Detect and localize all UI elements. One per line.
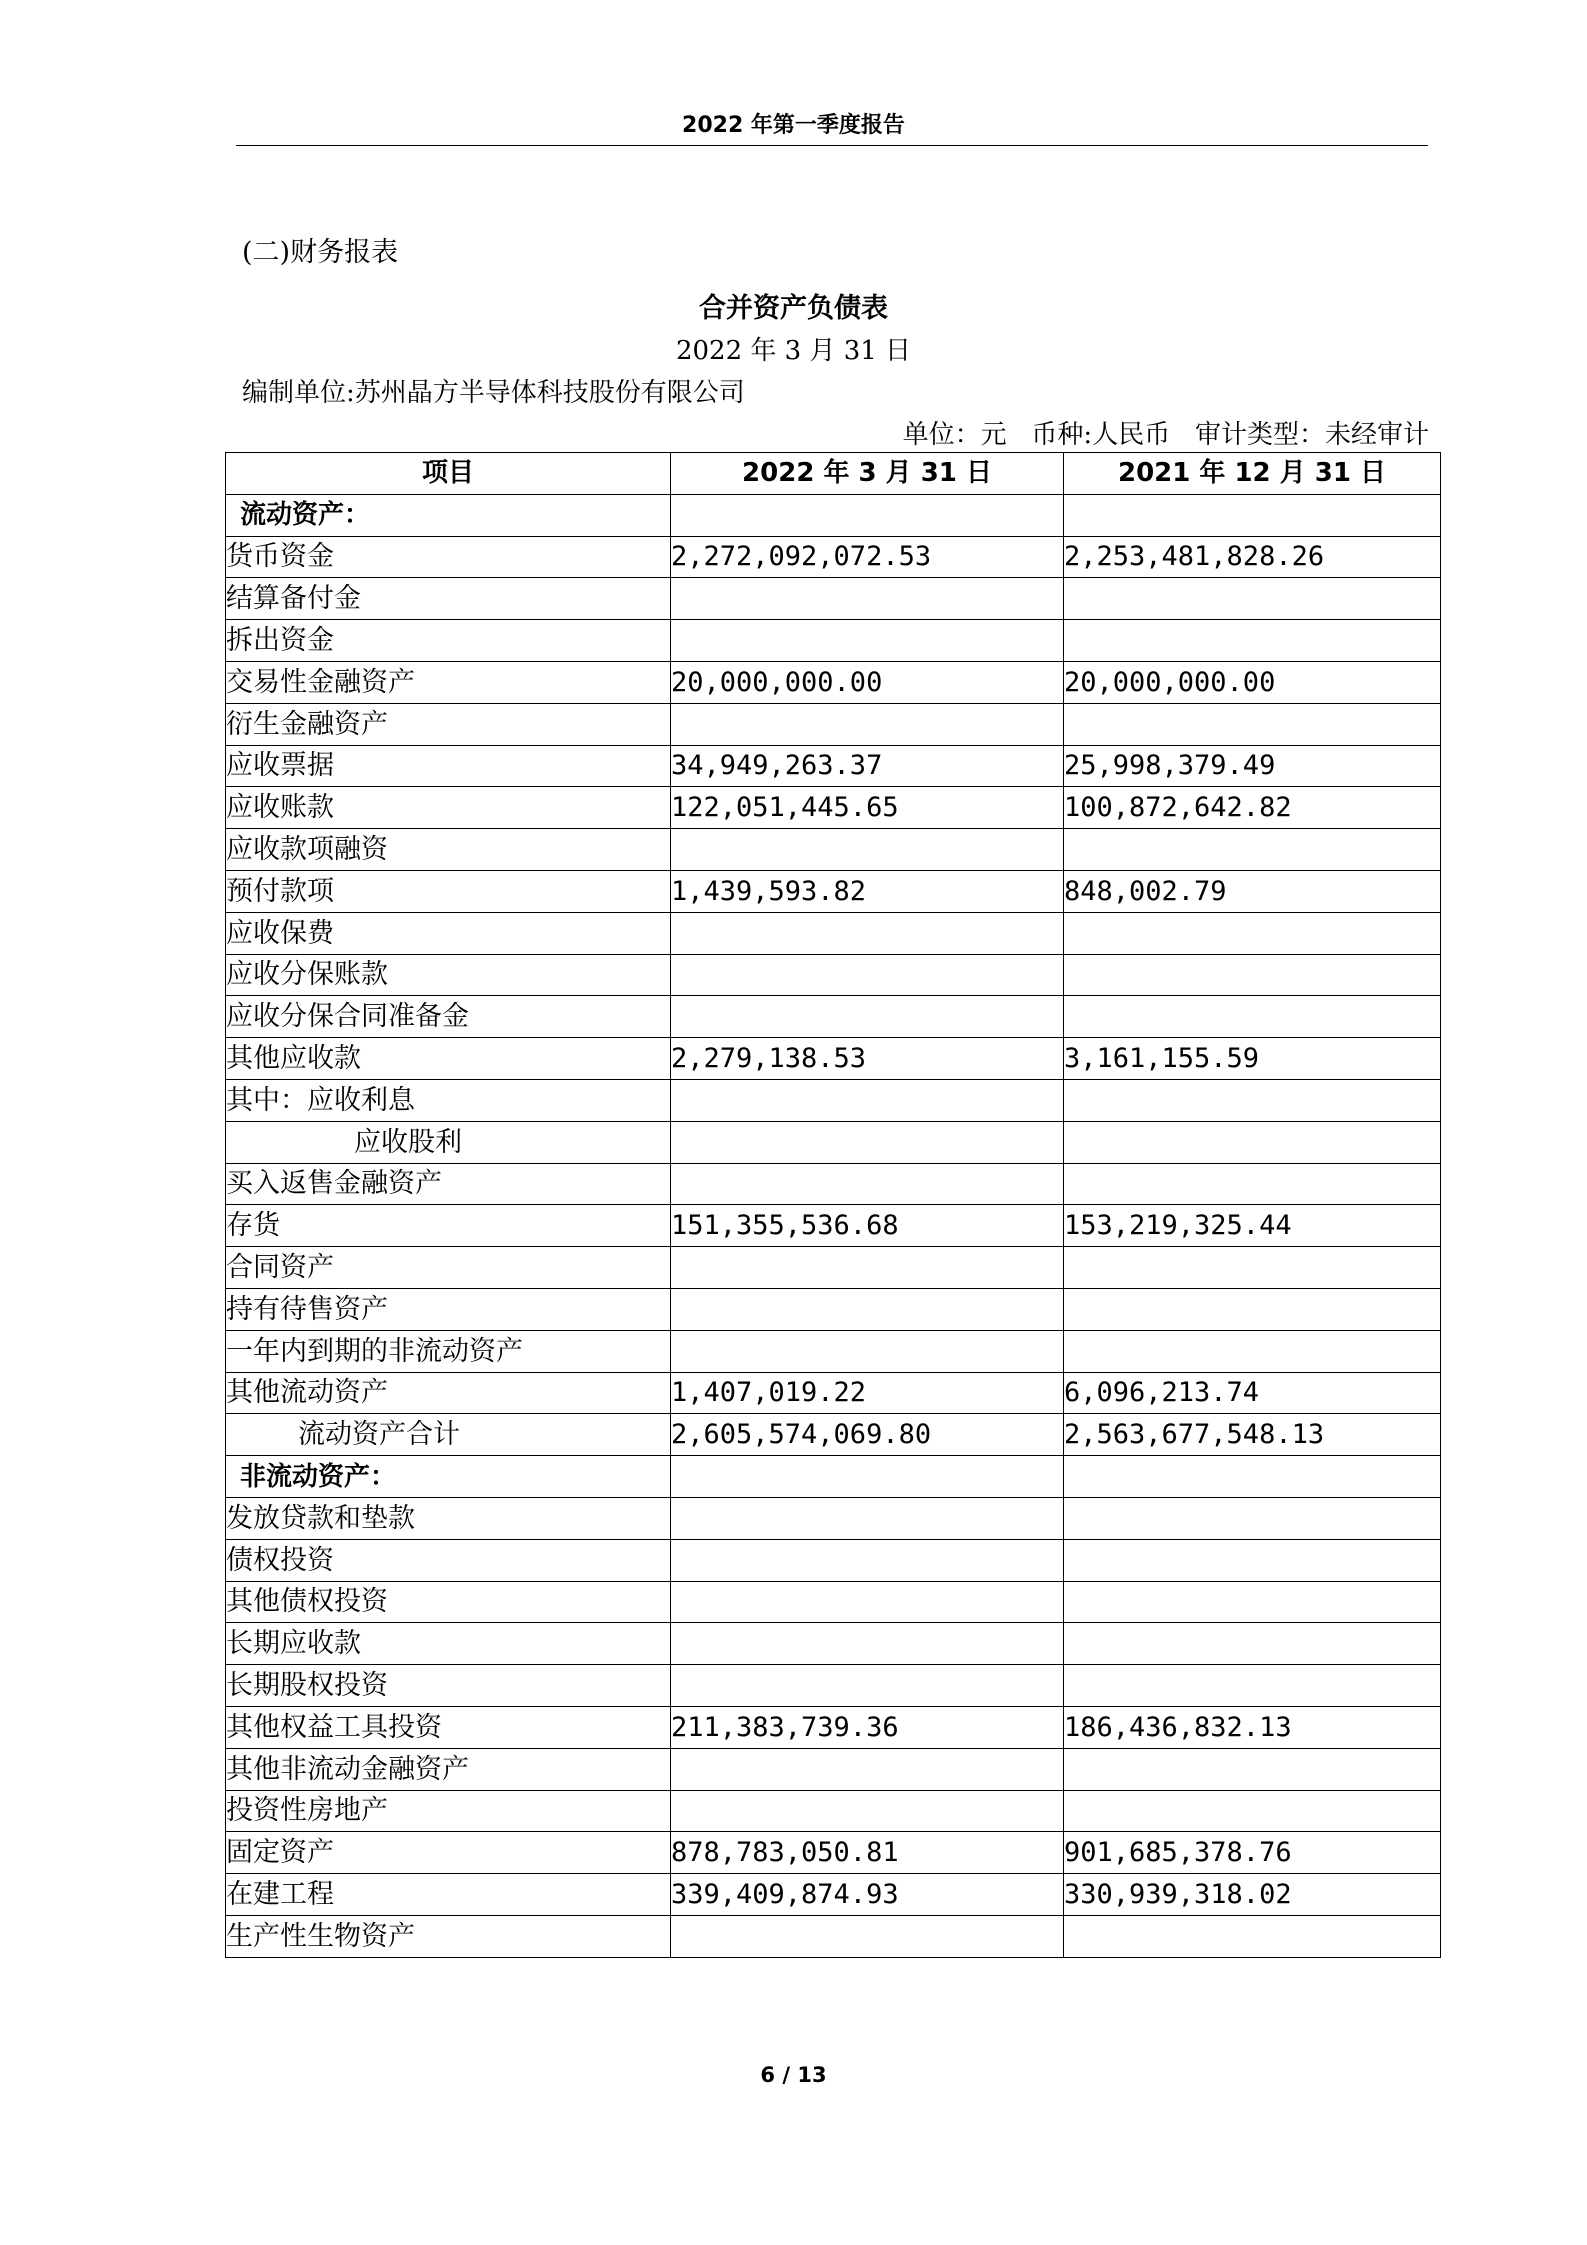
row-label: 长期股权投资 [226, 1665, 671, 1707]
table-row [226, 1874, 1441, 1916]
table-row [226, 1330, 1441, 1372]
unit-currency-audit-line: 单位：元 币种:人民币 审计类型：未经审计 [902, 420, 1429, 450]
row-label: 买入返售金融资产 [226, 1163, 671, 1205]
value-2022-03-31 [671, 1915, 1064, 1957]
table-row [226, 829, 1441, 871]
value-2022-03-31 [671, 1497, 1064, 1539]
header-rule [236, 145, 1428, 146]
value-2021-12-31 [1064, 620, 1441, 662]
value-2021-12-31: 153,219,325.44 [1064, 1205, 1441, 1247]
row-label: 流动资产合计 [226, 1414, 671, 1456]
row-label: 其中：应收利息 [226, 1079, 671, 1121]
row-label: 应收分保合同准备金 [226, 996, 671, 1038]
balance-sheet-table [225, 452, 1441, 1958]
value-2021-12-31: 901,685,378.76 [1064, 1832, 1441, 1874]
table-row [226, 1456, 1441, 1498]
table-row [226, 996, 1441, 1038]
table-row [226, 1497, 1441, 1539]
row-label: 长期应收款 [226, 1623, 671, 1665]
value-2022-03-31 [671, 1163, 1064, 1205]
value-2022-03-31 [671, 578, 1064, 620]
report-header-title: 2022 年第一季度报告 [682, 113, 905, 138]
value-2021-12-31 [1064, 1539, 1441, 1581]
preparer-company: 编制单位:苏州晶方半导体科技股份有限公司 [242, 378, 745, 408]
value-2022-03-31 [671, 703, 1064, 745]
row-label: 固定资产 [226, 1832, 671, 1874]
column-header-item: 项目 [226, 453, 671, 495]
table-row [226, 1832, 1441, 1874]
value-2021-12-31 [1064, 1665, 1441, 1707]
row-label: 发放贷款和垫款 [226, 1497, 671, 1539]
table-row [226, 1038, 1441, 1080]
value-2021-12-31 [1064, 1288, 1441, 1330]
table-row [226, 870, 1441, 912]
value-2021-12-31 [1064, 1915, 1441, 1957]
value-2022-03-31 [671, 1665, 1064, 1707]
column-header-current: 2022 年 3 月 31 日 [671, 453, 1064, 495]
value-2022-03-31: 2,272,092,072.53 [671, 536, 1064, 578]
value-2021-12-31 [1064, 1079, 1441, 1121]
value-2021-12-31 [1064, 954, 1441, 996]
value-2022-03-31: 339,409,874.93 [671, 1874, 1064, 1916]
value-2021-12-31 [1064, 1581, 1441, 1623]
value-2021-12-31 [1064, 1748, 1441, 1790]
table-row [226, 1915, 1441, 1957]
table-row [226, 1247, 1441, 1289]
table-row [226, 1372, 1441, 1414]
value-2022-03-31: 878,783,050.81 [671, 1832, 1064, 1874]
row-label: 其他权益工具投资 [226, 1706, 671, 1748]
row-label: 债权投资 [226, 1539, 671, 1581]
table-row [226, 787, 1441, 829]
row-label: 生产性生物资产 [226, 1915, 671, 1957]
column-header-previous: 2021 年 12 月 31 日 [1064, 453, 1441, 495]
value-2021-12-31 [1064, 1121, 1441, 1163]
table-row [226, 494, 1441, 536]
row-label: 应收票据 [226, 745, 671, 787]
value-2021-12-31 [1064, 1497, 1441, 1539]
row-label: 货币资金 [226, 536, 671, 578]
row-label: 其他非流动金融资产 [226, 1748, 671, 1790]
value-2022-03-31: 2,279,138.53 [671, 1038, 1064, 1080]
table-row [226, 1581, 1441, 1623]
value-2022-03-31: 1,407,019.22 [671, 1372, 1064, 1414]
table-row [226, 536, 1441, 578]
row-label: 应收款项融资 [226, 829, 671, 871]
value-2022-03-31: 1,439,593.82 [671, 870, 1064, 912]
section-heading: (二)财务报表 [242, 237, 399, 268]
row-label: 应收保费 [226, 912, 671, 954]
value-2022-03-31: 2,605,574,069.80 [671, 1414, 1064, 1456]
value-2022-03-31 [671, 620, 1064, 662]
value-2022-03-31 [671, 494, 1064, 536]
value-2021-12-31 [1064, 1790, 1441, 1832]
value-2022-03-31 [671, 1623, 1064, 1665]
row-label: 衍生金融资产 [226, 703, 671, 745]
table-row [226, 1539, 1441, 1581]
value-2021-12-31 [1064, 1330, 1441, 1372]
table-row [226, 620, 1441, 662]
value-2022-03-31: 211,383,739.36 [671, 1706, 1064, 1748]
value-2021-12-31 [1064, 1247, 1441, 1289]
value-2021-12-31 [1064, 494, 1441, 536]
page-number: 6 / 13 [760, 2063, 827, 2087]
table-row [226, 1706, 1441, 1748]
table-row [226, 954, 1441, 996]
value-2022-03-31 [671, 996, 1064, 1038]
table-row [226, 1623, 1441, 1665]
row-label: 非流动资产： [226, 1456, 671, 1498]
table-row [226, 745, 1441, 787]
table-row [226, 703, 1441, 745]
row-label: 结算备付金 [226, 578, 671, 620]
value-2021-12-31: 6,096,213.74 [1064, 1372, 1441, 1414]
row-label: 交易性金融资产 [226, 661, 671, 703]
table-row [226, 912, 1441, 954]
value-2022-03-31 [671, 1539, 1064, 1581]
value-2021-12-31: 186,436,832.13 [1064, 1706, 1441, 1748]
value-2021-12-31 [1064, 912, 1441, 954]
row-label: 应收分保账款 [226, 954, 671, 996]
value-2022-03-31: 34,949,263.37 [671, 745, 1064, 787]
row-label: 应收股利 [226, 1121, 671, 1163]
row-label: 流动资产： [226, 494, 671, 536]
value-2021-12-31: 20,000,000.00 [1064, 661, 1441, 703]
value-2021-12-31: 330,939,318.02 [1064, 1874, 1441, 1916]
value-2022-03-31 [671, 1247, 1064, 1289]
value-2021-12-31: 3,161,155.59 [1064, 1038, 1441, 1080]
value-2021-12-31: 2,253,481,828.26 [1064, 536, 1441, 578]
value-2021-12-31: 100,872,642.82 [1064, 787, 1441, 829]
value-2021-12-31 [1064, 1163, 1441, 1205]
value-2022-03-31 [671, 912, 1064, 954]
value-2022-03-31 [671, 1790, 1064, 1832]
table-row [226, 1790, 1441, 1832]
table-row [226, 1414, 1441, 1456]
value-2022-03-31: 151,355,536.68 [671, 1205, 1064, 1247]
value-2022-03-31 [671, 829, 1064, 871]
row-label: 在建工程 [226, 1874, 671, 1916]
value-2022-03-31 [671, 954, 1064, 996]
value-2021-12-31 [1064, 1623, 1441, 1665]
table-row [226, 1665, 1441, 1707]
row-label: 持有待售资产 [226, 1288, 671, 1330]
value-2021-12-31 [1064, 703, 1441, 745]
value-2021-12-31 [1064, 578, 1441, 620]
value-2021-12-31: 25,998,379.49 [1064, 745, 1441, 787]
table-row [226, 1288, 1441, 1330]
value-2022-03-31 [671, 1581, 1064, 1623]
row-label: 一年内到期的非流动资产 [226, 1330, 671, 1372]
statement-date: 2022 年 3 月 31 日 [675, 336, 912, 366]
row-label: 应收账款 [226, 787, 671, 829]
table-row [226, 1205, 1441, 1247]
table-row [226, 1121, 1441, 1163]
row-label: 拆出资金 [226, 620, 671, 662]
row-label: 预付款项 [226, 870, 671, 912]
value-2022-03-31 [671, 1288, 1064, 1330]
value-2022-03-31 [671, 1079, 1064, 1121]
value-2022-03-31: 20,000,000.00 [671, 661, 1064, 703]
table-row [226, 661, 1441, 703]
row-label: 存货 [226, 1205, 671, 1247]
value-2021-12-31 [1064, 829, 1441, 871]
table-row [226, 578, 1441, 620]
row-label: 投资性房地产 [226, 1790, 671, 1832]
value-2022-03-31 [671, 1456, 1064, 1498]
value-2021-12-31: 848,002.79 [1064, 870, 1441, 912]
value-2022-03-31 [671, 1121, 1064, 1163]
statement-title: 合并资产负债表 [699, 293, 888, 324]
table-header-row [226, 453, 1441, 495]
row-label: 合同资产 [226, 1247, 671, 1289]
value-2022-03-31: 122,051,445.65 [671, 787, 1064, 829]
value-2022-03-31 [671, 1748, 1064, 1790]
row-label: 其他应收款 [226, 1038, 671, 1080]
table-row [226, 1079, 1441, 1121]
value-2021-12-31 [1064, 996, 1441, 1038]
value-2022-03-31 [671, 1330, 1064, 1372]
table-row [226, 1163, 1441, 1205]
row-label: 其他债权投资 [226, 1581, 671, 1623]
value-2021-12-31 [1064, 1456, 1441, 1498]
value-2021-12-31: 2,563,677,548.13 [1064, 1414, 1441, 1456]
table-row [226, 1748, 1441, 1790]
row-label: 其他流动资产 [226, 1372, 671, 1414]
